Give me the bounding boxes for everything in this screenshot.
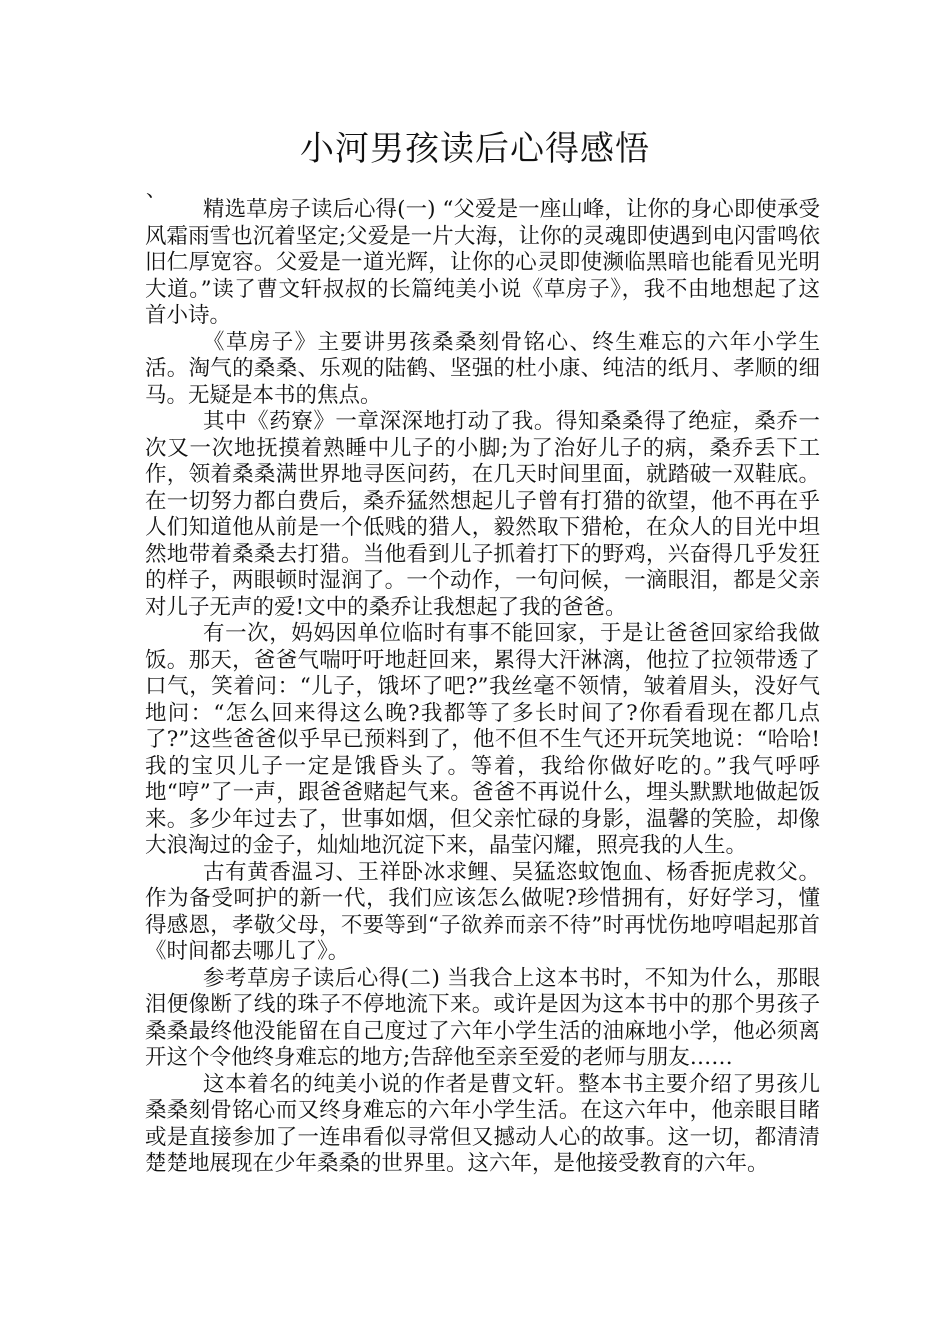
paragraph-6: 参考草房子读后心得(二) 当我合上这本书时，不知为什么，那眼泪便像断了线的珠子不停地流下来。或许是因为这本书中的那个男孩子桑桑最终他没能留在自己度过了六年小学生活的油麻地小学，他必须离开这个令他终身难忘的地方;告辞他至亲至爱的老师与朋友……	[145, 965, 820, 1070]
paragraph-2: 《草房子》主要讲男孩桑桑刻骨铭心、终生难忘的六年小学生活。淘气的桑桑、乐观的陆鹤、坚强的杜小康、纯洁的纸月、孝顺的细马。无疑是本书的焦点。	[145, 329, 820, 408]
document-title: 小河男孩读后心得感悟	[300, 129, 650, 169]
paragraph-3: 其中《药寮》一章深深地打动了我。得知桑桑得了绝症，桑乔一次又一次地抚摸着熟睡中儿子的小脚;为了治好儿子的病，桑乔丢下工作，领着桑桑满世界地寻医问药，在几天时间里面，就踏破一双鞋底。在一切努力都白费后，桑乔猛然想起儿子曾有打猎的欲望，他不再在乎人们知道他从前是一个低贱的猎人，毅然取下猎枪，在众人的目光中坦然地带着桑桑去打猎。当他看到儿子抓着打下的野鸡，兴奋得几乎发狂的样子，两眼顿时湿润了。一个动作，一句问候，一滴眼泪，都是父亲对儿子无声的爱!文中的桑乔让我想起了我的爸爸。	[145, 409, 820, 620]
paragraph-7: 这本着名的纯美小说的作者是曹文轩。整本书主要介绍了男孩儿桑桑刻骨铭心而又终身难忘的六年小学生活。在这六年中，他亲眼目睹或是直接参加了一连串看似寻常但又撼动人心的故事。这一切，都清清楚楚地展现在少年桑桑的世界里。这六年，是他接受教育的六年。	[145, 1071, 820, 1176]
paragraph-1: 精选草房子读后心得(一) “父爱是一座山峰，让你的身心即使承受风霜雨雪也沉着坚定;父爱是一片大海，让你的灵魂即使遇到电闪雷鸣依旧仁厚宽容。父爱是一道光辉，让你的心灵即使濒临黑暗也能看见光明大道。”读了曹文轩叔叔的长篇纯美小说《草房子》，我不由地想起了这首小诗。	[145, 197, 820, 328]
document-body	[145, 197, 820, 1178]
paragraph-5: 古有黄香温习、王祥卧冰求鲤、吴猛恣蚊饱血、杨香扼虎救父。作为备受呵护的新一代，我们应该怎么做呢?珍惜拥有，好好学习，懂得感恩，孝敬父母，不要等到“子欲养而亲不待”时再忧伤地哼唱起那首《时间都去哪儿了》。	[145, 859, 820, 964]
stray-mark: 、	[146, 177, 166, 201]
paragraph-4: 有一次，妈妈因单位临时有事不能回家，于是让爸爸回家给我做饭。那天，爸爸气喘吁吁地赶回来，累得大汗淋漓，他拉了拉领带透了口气，笑着问：“儿子，饿坏了吧?”我丝毫不领情，皱着眉头，没好气地问：“怎么回来得这么晚?我都等了多长时间了?你看看现在都几点了?”这些爸爸似乎早已预料到了，他不但不生气还开玩笑地说：“哈哈!我的宝贝儿子一定是饿昏头了。等着，我给你做好吃的。”我气呼呼地“哼”了一声，跟爸爸赌起气来。爸爸不再说什么，埋头默默地做起饭来。多少年过去了，世事如烟，但父亲忙碌的身影，温馨的笑脸，却像大浪淘过的金子，灿灿地沉淀下来，晶莹闪耀，照亮我的人生。	[145, 621, 820, 858]
